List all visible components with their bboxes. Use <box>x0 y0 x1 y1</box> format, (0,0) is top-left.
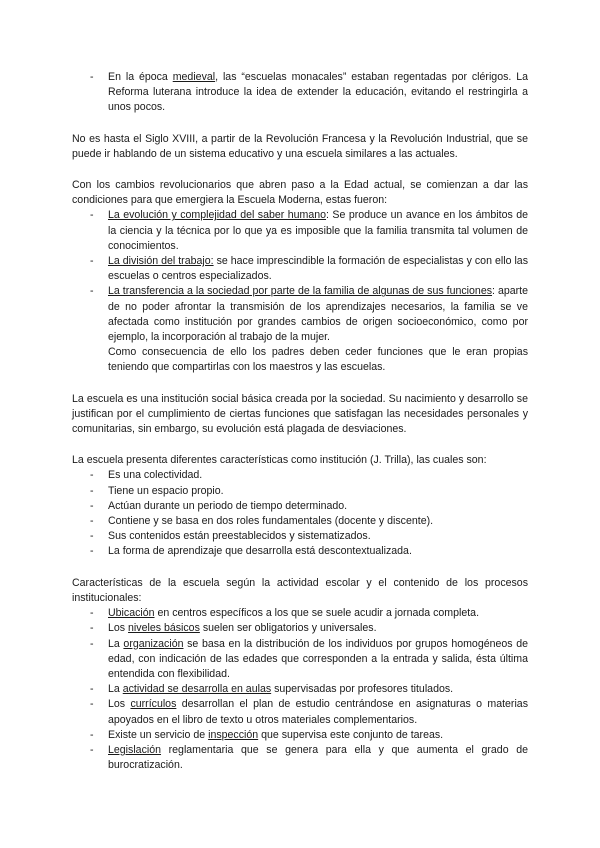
item-text: : aparte de no poder afrontar la transmisión de los aprendizajes necesarios, la familia se ve afectada como institución por grandes cambios de origen socioeconómico, como por ejemplo, la incorporación al trabajo de la mujer. <box>108 285 528 344</box>
list-item: - Actúan durante un periodo de tiempo determinado. <box>72 499 528 514</box>
list-item <box>72 621 528 636</box>
list-item: - Contiene y se basa en dos roles fundamentales (docente y discente). <box>72 514 528 529</box>
item-underlined-term: Legislación <box>108 743 162 756</box>
list-item: - Tiene un espacio propio. <box>72 484 528 499</box>
list-item <box>72 70 528 116</box>
item-text: desarrollan el plan de estudio centrándose en asignaturas o materias apoyados en el libro de texto u otros materiales complementarios. <box>108 698 528 726</box>
list-item <box>72 743 528 773</box>
item-text: La <box>108 683 123 696</box>
list-item-continuation: Como consecuencia de ello los padres deben ceder funciones que le eran propias teniendo que compartirlas con los maestros y las escuelas. <box>108 346 528 374</box>
item-underlined-term: La evolución y complejidad del saber humano <box>108 209 327 222</box>
item-text: reglamentaria que se genera para ella y que aumenta el grado de burocratización. <box>108 743 528 772</box>
item-text: La <box>108 637 124 650</box>
list-item <box>72 682 528 697</box>
list-item <box>72 637 528 683</box>
item-text: Existe un servicio de <box>108 728 209 741</box>
cambios-list <box>72 208 528 375</box>
item-underlined-term: actividad se desarrolla en aulas <box>122 683 272 696</box>
item-text: En la época <box>108 71 173 83</box>
list-item: - Sus contenidos están preestablecidos y sistematizados. <box>72 529 528 544</box>
list-item: - Es una colectividad. <box>72 468 528 483</box>
item-text: : Se produce un avance en los ámbitos de la ciencia y la técnica por lo que ya es imposible que la familia transmita tal volumen de conocimientos. <box>108 209 528 252</box>
item-underlined-term: niveles básicos <box>128 622 200 635</box>
item-underlined-term: medieval <box>172 71 216 83</box>
list-item <box>72 606 528 621</box>
list-item <box>72 284 528 345</box>
item-underlined-term: organización <box>123 637 184 650</box>
item-text: en centros específicos a los que se suele acudir a jornada completa. <box>154 607 480 620</box>
item-text: se basa en la distribución de los individuos por grupos homogéneos de edad, con indicación de las edades que corresponden a la entrada y salida, ésta última entendida con flexibilidad. <box>108 637 528 680</box>
list-item: - La forma de aprendizaje que desarrolla está descontextualizada. <box>72 544 528 559</box>
list-item <box>72 254 528 284</box>
item-text: que supervisa este conjunto de tareas. <box>258 728 444 741</box>
item-text: suelen ser obligatorios y universales. <box>199 622 377 635</box>
list-item <box>72 697 528 727</box>
item-underlined-term: La división del trabajo: <box>108 255 214 268</box>
paragraph-escuela: La escuela es una institución social básica creada por la sociedad. Su nacimiento y desarrollo se justifican por el cumplimiento de ciertas funciones que satisfagan las necesidades personales y comunitarias, sin embargo, su evolución está plagada de desviaciones. <box>72 392 528 436</box>
item-text: se hace imprescindible la formación de especialistas y con ello las escuelas o centros especializados. <box>108 255 528 283</box>
item-underlined-term: La transferencia a la sociedad por parte de la familia de algunas de sus funciones <box>108 285 493 298</box>
item-underlined-term: Ubicación <box>108 607 155 620</box>
item-text: Los <box>108 698 131 711</box>
segun-list <box>72 606 528 773</box>
caracteristicas-list <box>72 468 528 559</box>
list-item <box>72 208 528 254</box>
paragraph-segun: Características de la escuela según la actividad escolar y el contenido de los procesos institucionales: <box>72 576 528 604</box>
paragraph-cambios: Con los cambios revolucionarios que abren paso a la Edad actual, se comienzan a dar las condiciones para que emergiera la Escuela Moderna, estas fueron: <box>72 179 528 207</box>
list-item <box>72 728 528 743</box>
intro-list <box>72 70 528 116</box>
item-text: Los <box>108 622 129 635</box>
item-underlined-term: currículos <box>130 698 177 711</box>
item-text: , las “escuelas monacales” estaban regentadas por clérigos. La Reforma luterana introduce la idea de extender la educación, evitando el restringirla a unos pocos. <box>108 71 528 114</box>
paragraph-caracteristicas: La escuela presenta diferentes características como institución (J. Trilla), las cuales son: <box>72 454 487 467</box>
paragraph-siglo: No es hasta el Siglo XVIII, a partir de la Revolución Francesa y la Revolución Industrial, que se puede ir hablando de un sistema educativo y una escuela similares a las actuales. <box>72 132 528 160</box>
item-underlined-term: inspección <box>208 728 259 741</box>
item-text: supervisadas por profesores titulados. <box>271 683 454 696</box>
